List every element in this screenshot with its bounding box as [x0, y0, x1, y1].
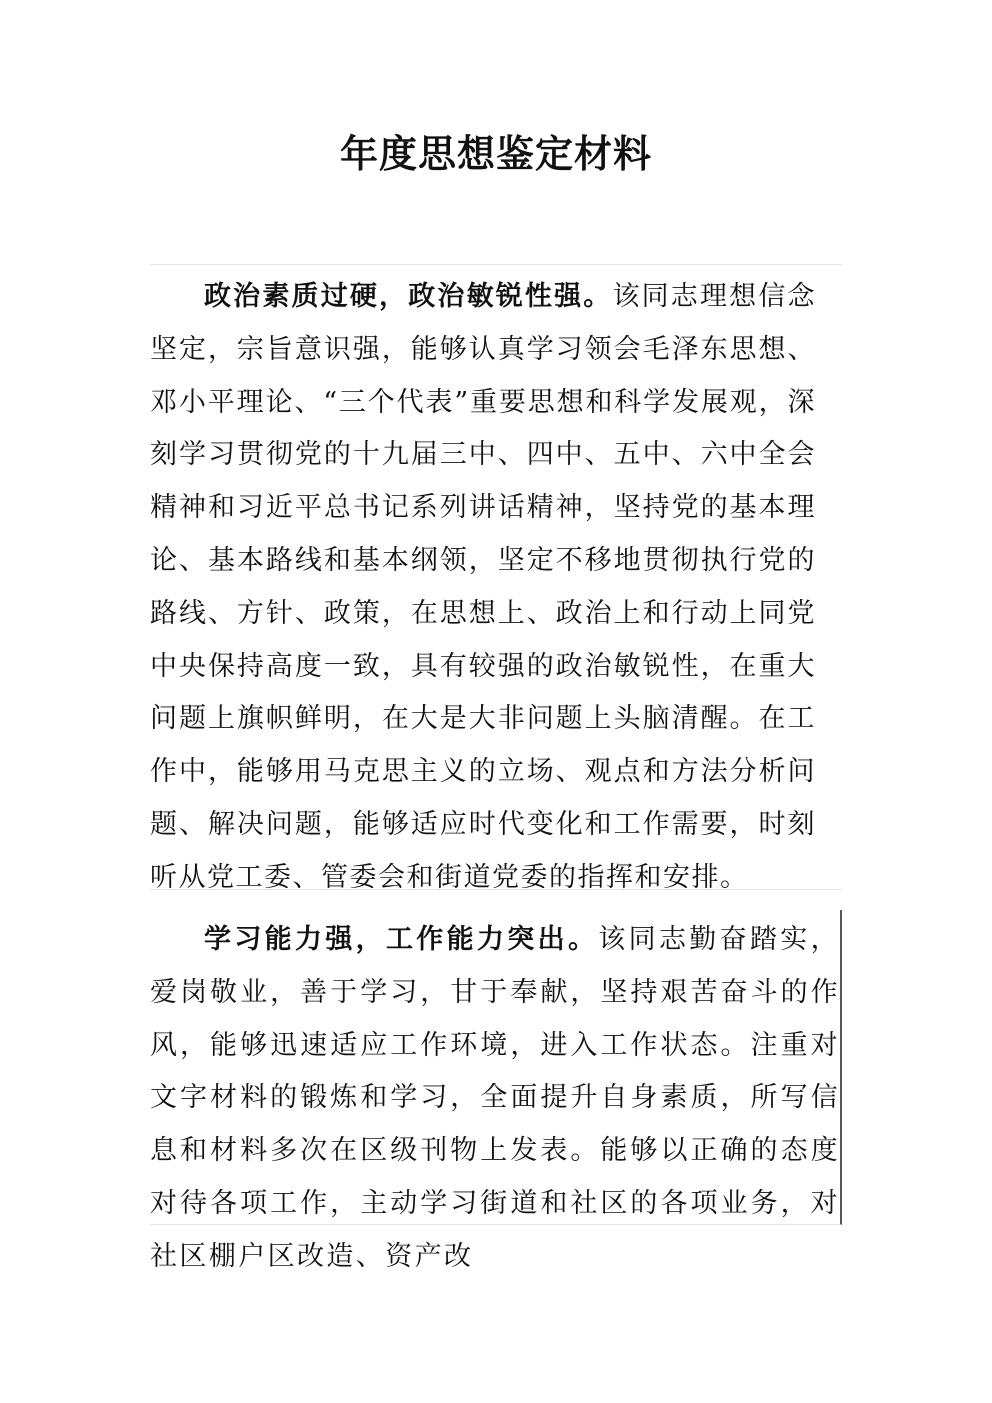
paragraph-heading: 政治素质过硬，政治敏锐性强。 — [204, 281, 613, 312]
paragraph — [150, 910, 840, 1284]
section-work-ability — [150, 910, 842, 1272]
paragraph-body: 该同志勤奋踏实，爱岗敬业，善于学习，甘于奉献，坚持艰苦奋斗的作风，能够迅速适应工作环境，进入工作状态。注重对文字材料的锻炼和学习，全面提升自身素质，所写信息和材料多次在区级刊物上发表。能够以正确的态度对待各项工作，主动学习街道和社区的各项业务，对社区棚户区改造、资产改 — [150, 924, 841, 1272]
section-political-quality — [150, 264, 842, 893]
paragraph-heading: 学习能力强，工作能力突出。 — [204, 924, 599, 955]
paragraph-body: 该同志理想信念坚定，宗旨意识强，能够认真学习领会毛泽东思想、邓小平理论、“三个代表”重要思想和科学发展观，深刻学习贯彻党的十九届三中、四中、五中、六中全会精神和习近平总书记系列讲话精神，坚持党的基本理论、基本路线和基本纲领，坚定不移地贯彻执行党的路线、方针、政策，在思想上、政治上和行动上同党中央保持高度一致，具有较强的政治敏锐性，在重大问题上旗帜鲜明，在大是大非问题上头脑清醒。在工作中，能够用马克思主义的立场、观点和方法分析问题、解决问题，能够适应时代变化和工作需要，时刻听从党工委、管委会和街道党委的指挥和安排。 — [150, 281, 817, 893]
paragraph — [150, 265, 816, 905]
page-title: 年度思想鉴定材料 — [339, 131, 652, 176]
